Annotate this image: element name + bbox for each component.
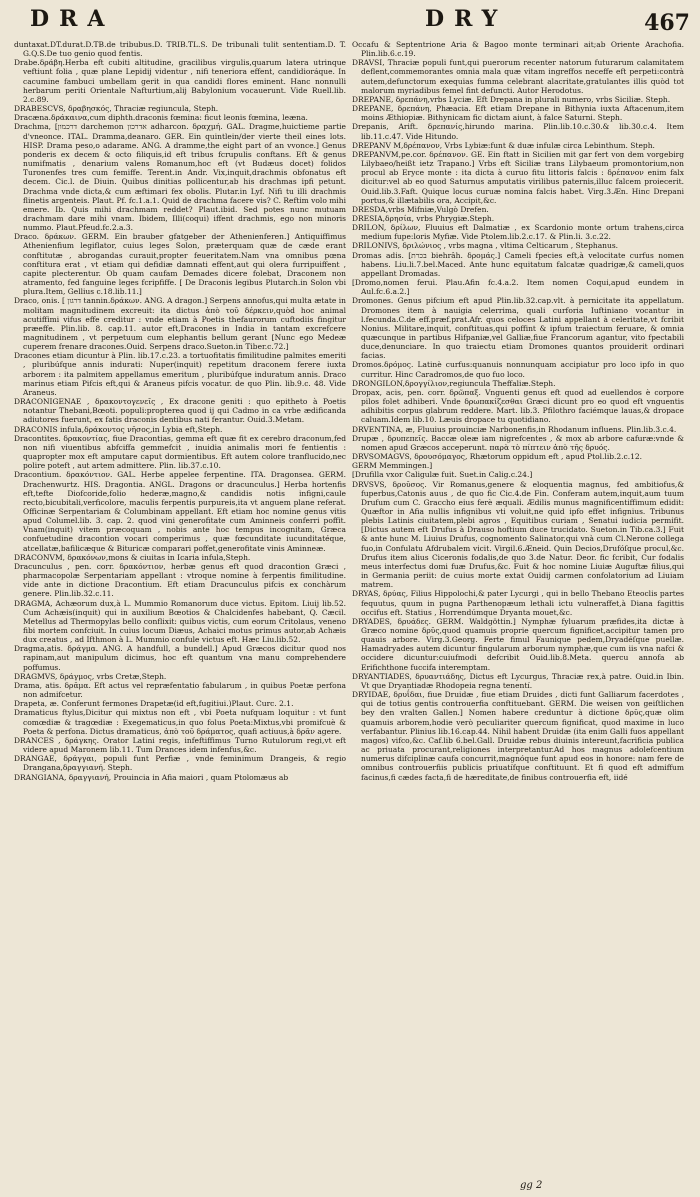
left-column — [14, 40, 346, 1180]
dictionary-entry: DRANCES , δράγκης. Orator Latini regis, infeftiffimus Turno Rutulorum regi,vt eft videre apud Maronem lib.11. Tum Drances idem infenfus,&c. — [14, 735, 346, 755]
dictionary-entry: DRYADES, δρυάδες. GERM. Waldgöttin.] Nymphæ fyluarum præfides,ita dictæ à Græco nomine δρῦς,quod quamuis proprie quercum fignificet,accipitur tamen pro quauis arbore. Virg.3.Georg. Ferte fimul Faunique pedem,Dryadéſque puellæ. Hamadryades autem dicuntur fingularum arborum nymphæ,que cum iis vna nafci & occidere dicuntur:cuiufmodi defcribit Ouid.lib.8.Meta. quercu annofa ab Erifichthone fuccifa interemptam. — [352, 616, 684, 672]
dictionary-entry: DREPANVM,pe.cor. δρέπανον. GE. Ein ftatt in Sicilien mit gar fert von dem vorgebirg Lilybaeo/heißt ietz Trapano.] Vrbs eft Siciliæ trans Lilybaeum promontorium,non procul ab Eryce monte : ita dicta à curuo fitu littoris falcis : δρέπανον enim falx dicitur:vel ab eo quod Saturnus amputatis virilibus paternis,illuc falcem proiecerit. Ouid.lib.3.Faft. Quique locus curuæ nomina falcis habet. Virg.3.Æn. Hinc Drepani portus,& illætabilis ora, Accipit,&c. — [352, 149, 684, 205]
dictionary-entry: Drama, atis. δρᾶμα. Eft actus vel repræfentatio fabularum , in quibus Poetæ perfona non admifcetur. — [14, 680, 346, 700]
dictionary-entry: Occafu & Septentrione Aria & Bagoo monte terminari ait;ab Oriente Arachofia. Plin.lib.6.c.19. — [352, 40, 684, 59]
dictionary-entry: DREPANV M,δρέπανον, Vrbs Lybiæ:funt & duæ infulæ circa Lebinthum. Steph. — [352, 140, 655, 150]
dictionary-entry: DRACONVM, δρακόνων,mons & ciuitas in Icaria infula,Steph. — [14, 552, 251, 562]
dictionary-entry: Dracæna.δράκαινα,cum diphth.draconis fœmina: ficut leonis fœmina, leæna. — [14, 113, 308, 123]
dictionary-entry: DRVENTINA, æ, Fluuius prouinciæ Narbonenfis,in Rhodanum influens. Plin.lib.3.c.4. — [352, 424, 677, 434]
dictionary-entry: Dracontium. δρακόντιον. GAL. Herbe appelee ferpentine. ITA. Dragonsea. GERM. Drachenwurtz. HIS. Dragontia. ANGL. Dragons or dracunculus.] Herba hortenfis eft,tefte Diofcoride,folio hederæ,magno,& candidis notis infigni,caule recto,bicubitali,verficolore, maculis ferpentis purpureis,ita vt anguem plane referat. Officinæ Serpentariam & Columbinam appellant. Eft etiam hoc nomine genus vitis apud Columel.lib. 3. cap. 2. quod vini generofitate cum Aminneis conferri poffit. Vnam(inquit) vitem præcoquam , nobis ante hoc tempus incognitam, Græca confuetudine dracontion vocari comperimus , quæ fœcunditate iucunditatéque, atcellatæ,bafilicæque & Bituricæ comparari poffet,generofitate vinis Aminneæ. — [14, 470, 346, 553]
dictionary-entry: DREPANE, δρεπάνη, Phæacia. Eft etiam Drepane in Bithynia iuxta Aftacenum,item moins Æthiopiæ. Bithynicam fic dictam aiunt, à falce Saturni. Steph. — [352, 104, 684, 123]
dictionary-entry: Drupæ , δρυπεπεῖς. Baccæ oleæ iam nigrefcentes , & mox ab arbore cafuræ:vnde & nomen apud Græcos acceperunt. παρὰ τὸ πίπτειν ἀπὸ τῆς δρυός. — [352, 433, 684, 452]
dictionary-entry: Drachma, [דרכמון darchemon אדרכון adharcon. δραχμή. GAL. Dragme,huictieme partie d'vneonce. ITAL. Dramma,deanaro. GER. Ein quintlein/der vierte theil eines lots. HISP. Drama peso,o adarame. ANG. A dramme,the eight part of an vvonce.] Genus ponderis ex decem & octo filiquis,id eft tribus fcrupulis conftans. Eft & genus numifmatis , denarium valens Romanum,hoc eft (vt Budæus docet) folidos Turonenfes tres cum femiffe. Terent.in Andr. Vix,inquit,drachmis obfonatus eft decem. Cic.l. de Diuin. Quibus dinitias pollicentur,ab his drachmas ipfi petunt. Drachma vnde dicta,& cum æftimari fex obolis. Plutar.in Lyf. Nifi tu illi drachmis flinetis argenteis. Plaut. Pf. fc.1.a.1. Quid de drachma facere vis? C. Reftim volo mihi emere. Ib. Quis mihi drachmam reddet? Plaut.ibid. Sed potes nunc mutuam drachmam dare mihi vnam. Ibidem, Illi(coqui) iffent drachmis, ego non minoris nummo. Plaut.Pfeud.fc.2.a.3. — [14, 122, 346, 233]
dictionary-entry: DRILON, δρίλων, Fluuius eft Dalmatiæ , ex Scardonio monte ortum trahens,circa medium fupe:loris Myfiæ. Vide Ptolem.lib.2.c.17. & Plin.li. 3.c.22. — [352, 223, 684, 242]
dictionary-entry: DRYAS, δρύας, Filius Hippolochi,& pater Lycurgi , qui in bello Thebano Eteoclis partes fequutus, quum in pugna Parthenopæum lethali ictu vulneraffet,à Diana fagittis occifus eft. Statius , Horrendúmque Dryanta mouet,&c. — [352, 589, 684, 617]
dictionary-entry: DRAGMVS, δράγμος, vrbs Cretæ,Steph. — [14, 671, 167, 681]
dictionary-entry: DRONGILON,δρογγίλιον,regiuncula Theffaliæ.Steph. — [352, 378, 556, 388]
dictionary-entry: Dramaticus ftylus,Dicitur qui mixtus non eft , vbi Poeta nufquam loquitur : vt funt comœdiæ & tragœdiæ : Exegematicus,in quo folus Poeta:Mixtus,vbi promifcuè & Poeta & perfona. Dictus dramaticus, ἀπὸ τοῦ δράματος, quafi actiuus,à δρᾶν agere. — [14, 708, 346, 736]
dictionary-entry: Drabe.δράβη.Herba eft cubiti altitudine, gracilibus virgulis,quarum latera utrinque veftiunt folia , quæ plane Lepidij videntur , nifi teneriora effent, candidioráque. In cacumine fambuci umbellam gerit in qua candidi flores eminent. Hanc nonnulli herbarum periti Orientale Nafturtium,alij Babylonium vocauerunt. Vide Ruell.lib. 2.c.89. — [14, 58, 346, 104]
dictionary-entry: DRAGMA, Achæorum dux,à L. Mummio Romanorum duce victus. Epitom. Liuij lib.52. Cum Achæis(inquit) qui in auxilium Bœotios & Chalcidenfes habebant, Q. Cæcil. Metellus ad Thermopylas bello conflixit: quibus victis, cum eorum Critolaus, veneno fibi mortem confciuit. In cuius locum Diæus, Achaici motus primus autor,ab Achæis dux creatus , ad Ifthmon à L. Mummio confule victus eft. Hæc Liu.lib.52. — [14, 598, 346, 645]
dictionary-entry: [Drufilla vxor Caligulæ fuit. Suet.in Calig.c.24.] — [352, 470, 533, 480]
header-left-word: DRA — [30, 6, 115, 32]
dictionary-entry: DRACONIGENAE , δρακοντογενεῖς , Ex dracone geniti : quo epitheto à Poetis notantur Thebani,Bœoti. populi:propterea quod ij qui Cadmo in ca vrbe ædificanda adiutores fuerunt, ex fatis draconis dentibus nati ferantur. Ouid.3.Metam. — [14, 397, 346, 425]
dictionary-entry: DRYANTIADES, δρυαντιάδης, Dictus eft Lycurgus, Thraciæ rex,à patre. Ouid.in Ibin. Vt que Dryantiadæ Rhodopeia regna tenentí. — [352, 671, 684, 690]
dictionary-entry: DRACONIS infula,δράκοντος νῆσος,in Lybia eft,Steph. — [14, 424, 223, 434]
dictionary-entry: Dracones etiam dicuntur à Plin. lib.17.c.23. a tortuofitatis fimilitudine palmites emeriti , pluribúfque annis indurati: Nuper(inquit) repetitum draconem ferere iuxta arborem : ita palmitem appellamus emeritum , pluribúfque induratum annis. Draco marinus etiam Pifcis eft,qui & Araneus pifcis vocatur. de quo Plin. lib.9.c. 48. Vide Araneus. — [14, 351, 346, 397]
dictionary-entry: Dromos.δρόμος. Latinè curfus:quanuis nonnunquam accipiatur pro loco ipfo in quo curritur. Hinc Caradromos,de quo fuo loco. — [352, 360, 684, 379]
dictionary-entry: Draco, onis. [ דרגון tannin.δράκων. ANG. A dragon.] Serpens annofus,qui multa ætate in molitam magnitudinem excreuit: ita dictus ἀπὸ τοῦ δέρκειν,quòd hoc animal acutiffimi vifus effe creditur : vnde etiam à Poetis thefaurorum cuftodiis fingitur præeffe. Plin.lib. 8. cap.11. autor eft,Dracones in India in tantam excrefcere magnitudinem , vt perpetuum cum elephantis bellum gerant [Nunc ego Medeæ cuperem frenare dracones.Ouid. Serpens draco.Sueton.in Tiber.c.72.] — [14, 296, 346, 352]
dictionary-entry: DRVSVS, δροῦσος. Vir Romanus,genere & eloquentia magnus, fed ambitiofus,& fuperbus,Catonis auus , de quo fic Cic.4.de Fin. Conferam autem,inquit,aum tuum Drufum cum C. Graccho eius ferè æquali. Ædilis munus magnificentiffimum edidit: Quæftor in Afia nullis infignibus vti voluit,ne quid ipfo effet infignius. Tribunus plebis Latinis ciuitatem,plebi agros , Equitibus curiam , Senatui iudicia permifit. [Dictus autem eft Drufus à Drauso hoftium duce trucidato. Sueton.in Tib.ca.3.] Fuit & ante hunc M. Liuius Drufus, cognomento Salinator,qui vnà cum Cl.Nerone collega fuo,in Confulatu Afdrubalem vicit. Virgil.6.Æneid. Quin Decios,Drufóſque procul,&c. Drufus item alius Ciceronis fodalis,de quo 3.de Natur. Deor. fic fcribit, Cur fodalis meus interfectus domi fuæ Drufus,&c. Fuit & hoc nomine Liuiæ Auguftæ filius,qui in Germania periit: de cuius morte extat Ouidij carmen confolatorium ad Liuiam matrem. — [352, 479, 684, 590]
dictionary-entry: DRANGIANA, δραγγιανή, Prouincia in Afia maiori , quam Ptolomæus ab — [14, 772, 289, 782]
dictionary-entry: Dropax, acis, pen. corr. δρῶπαξ. Vnguenti genus eft quod ad euellendos è corpore pilos folet adhiberi. Vnde δρωπακίζεσθαι Græci dicunt pro eo quod eft vnguentis adhibitis corpus glabrum reddere. Mart. lib.3. Pfilothro faciémque lauas,& dropace caluam.Idem lib.10. Læuis dropace tu quotidiano. — [352, 387, 684, 425]
dictionary-entry: [Dromo,nomen ferui. Plau.Afin fc.4.a.2. Item nomen Coqui,apud eundem in Aul.fc.6.a.2.] — [352, 278, 684, 297]
dictionary-entry: Dracunculus , pen. corr. δρακόντιον, herbæ genus eft quod dracontion Græci , pharmacopolæ Serpentariam appellant : vtroque nomine à ferpentis fimilitudine. vide ante in dictione Dracontium. Eft etiam Dracunculus pifcis ex conchàrum genere. Plin.lib.32.c.11. — [14, 561, 346, 599]
dictionary-entry: DRANGAE, δράγγαι, populi funt Perfiæ , vnde feminimum Drangeis, & regio Drangana,δραγγιανή. Steph. — [14, 754, 346, 773]
dictionary-entry: DRILONIVS, δριλώνιος , vrbs magna , vltima Celticarum , Stephanus. — [352, 241, 619, 251]
dictionary-entry: DRAVSI, Thraciæ populi funt,qui puerorum recenter natorum futurarum calamitatem deflent,commemorantes omnia mala quæ vitam ingreffos neceffe eft perpeti:contrà autem,defunctorum exequias fumma celebrant alacritate,gratulantes illis quòd tot malorum myriadibus femel fint defuncti. Autor Herodotus. — [352, 58, 684, 95]
right-column — [352, 40, 684, 1180]
dictionary-entry: DREPANE, δρεπάνη,vrbs Lyciæ. Eft Drepana in plurali numero, vrbs Siciliæ. Steph. — [352, 94, 671, 104]
page-number: 467 — [644, 10, 690, 36]
dictionary-entry: DRESIA,δρησία, vrbs Phrygiæ.Steph. — [352, 213, 495, 223]
dictionary-entry: Dromones. Genus pifcium eft apud Plin.lib.32.cap.vlt. à pernicitate ita appellatum. Dromones item à nauigia celerrima, quali curforia Iuftiniano vocantur in l.fecunda.C.de eff.præf.prat.Afr. quos celoces Latini appellant à celeritate,vt fcribit Nonius. Militare,inquit, conftituas,qui poffint & ipfum traiectum feruare, & omnia quæcunque in partibus Hifpaniæ,vel Galliæ,fiue Francorum agantur, vito fpectabili duce,denunciare. In quo traiectu etiam Dromones quantos prouiderit ordinari facias. — [352, 296, 684, 361]
dictionary-entry: DRVSOMAGVS, δρουσόμαγος, Rhætorum oppidum eft , apud Ptol.lib.2.c.12. — [352, 452, 643, 462]
dictionary-entry: Dracontites. δρακοντίας, fiue Dracontias, gemma eft quæ fit ex cerebro draconum,fed non nifi viuentibus abfciffa gemmefcit , inuidia animalis mori fe fentientis : quapropter mox eft amputare caput dormientibus. Eft autem colore tranflucido,nec polire poteft , aut artem admittere. Plin. lib.37.c.10. — [14, 433, 346, 471]
dictionary-entry: GERM Memmingen.] — [352, 461, 433, 471]
dictionary-entry: DRABESCVS, δραβησκός, Thraciæ regiuncula, Steph. — [14, 104, 219, 114]
header-right-word: DRY — [425, 6, 508, 32]
dictionary-entry: DRYIDAE, δρυΐδαι, fiue Druidæ , fiue etiam Druides , dicti funt Galliarum facerdotes , qui de totius gentis controuerfia conftituebant. GERM. Die weisen von geiſtlichen bey den vralten Gallen.] Nomen habere creduntur à dictione δρῦς,quæ olim quamuis arborem,hodie verò peculiariter quercum fignificat, quod maxime in luco verfabantur. Plinius lib.16.cap.44. Nihil habent Druidæ (ita enim Galli fuos appellant magos) vifco,&c. Caf.lib 6.bel.Gall. Druidæ rebus diuinis intereunt,facrificia publica ac priuata procurant,religiones interpretantur.Ad hos magnus adolefcentium numerus difciplinæ caufa concurrit,magnóque funt apud eos in honore: nam fere de omnibus controuerfiis publicis priuatífque conftituunt. Et fi quod eft admiffum facinus,fi cædes facta,fi de hæreditate,de finibus controuerfia eft, iidé — [352, 690, 684, 782]
running-header — [0, 0, 700, 40]
signature-mark: gg 2 — [520, 1180, 543, 1191]
dictionary-entry: Dragma,atis. δράγμα. ANG. A handfull, a bundell.] Apud Græcos dicitur quod nos rapinam,aut manipulum dicimus, hoc eft quantum vna manu comprehendere poffumus. — [14, 644, 346, 672]
dictionary-entry: duntaxat.DT.durat.D.TB.de tribubus.D. TRIB.TL.S. De tribunali tulit sententiam.D. T. G.Q.S.De tuo genio quod fentis. — [14, 40, 346, 59]
dictionary-entry: Draco. δράκων. GERM. Ein brauber gfatgeber der Athenienferen.] Antiquiffimus Athenienfium legiflator, cuius leges Solon, præterquam quæ de cæde erant conftitutæ , abrogandas curauit,propter feueritatem.Nam vna omnibus pœna conftitura erat , vt etiam qui defidiæ damnati effent,aut qui olera furripuiffent , capite plecterentur. Ob quam caufam Demades dicere folebat, Draconem non atramento, fed fanguine leges fcripfiffe. [ De Draconis legibus Plutarch.in Solon vbi plura.Item, Gellius c.18.lib.11.] — [14, 232, 346, 297]
dictionary-entry: Dromas adis. [בכרת biehrâh. δρομάς.] Cameli fpecies eft,à velocitate curfus nomen habens. Liu.li.7.bel.Maced. Ante hunc equitatum falcatæ quadrigæ,& cameli,quos appellant Dromadas. — [352, 250, 684, 278]
dictionary-entry: Drepanis, Arift. δρεπανίς,hirundo marina. Plin.lib.10.c.30.& lib.30.c.4. Item lib.11.c.47. Vide Hitundo. — [352, 122, 684, 141]
dictionary-entry: Drapeta, æ. Conferunt fermones Drapetæ(id eft,fugitiui.)Plaut. Curc. 2.1. — [14, 699, 294, 709]
dictionary-entry: DRESDA,vrbs Mifniæ,Vulgò Drefen. — [352, 204, 489, 214]
